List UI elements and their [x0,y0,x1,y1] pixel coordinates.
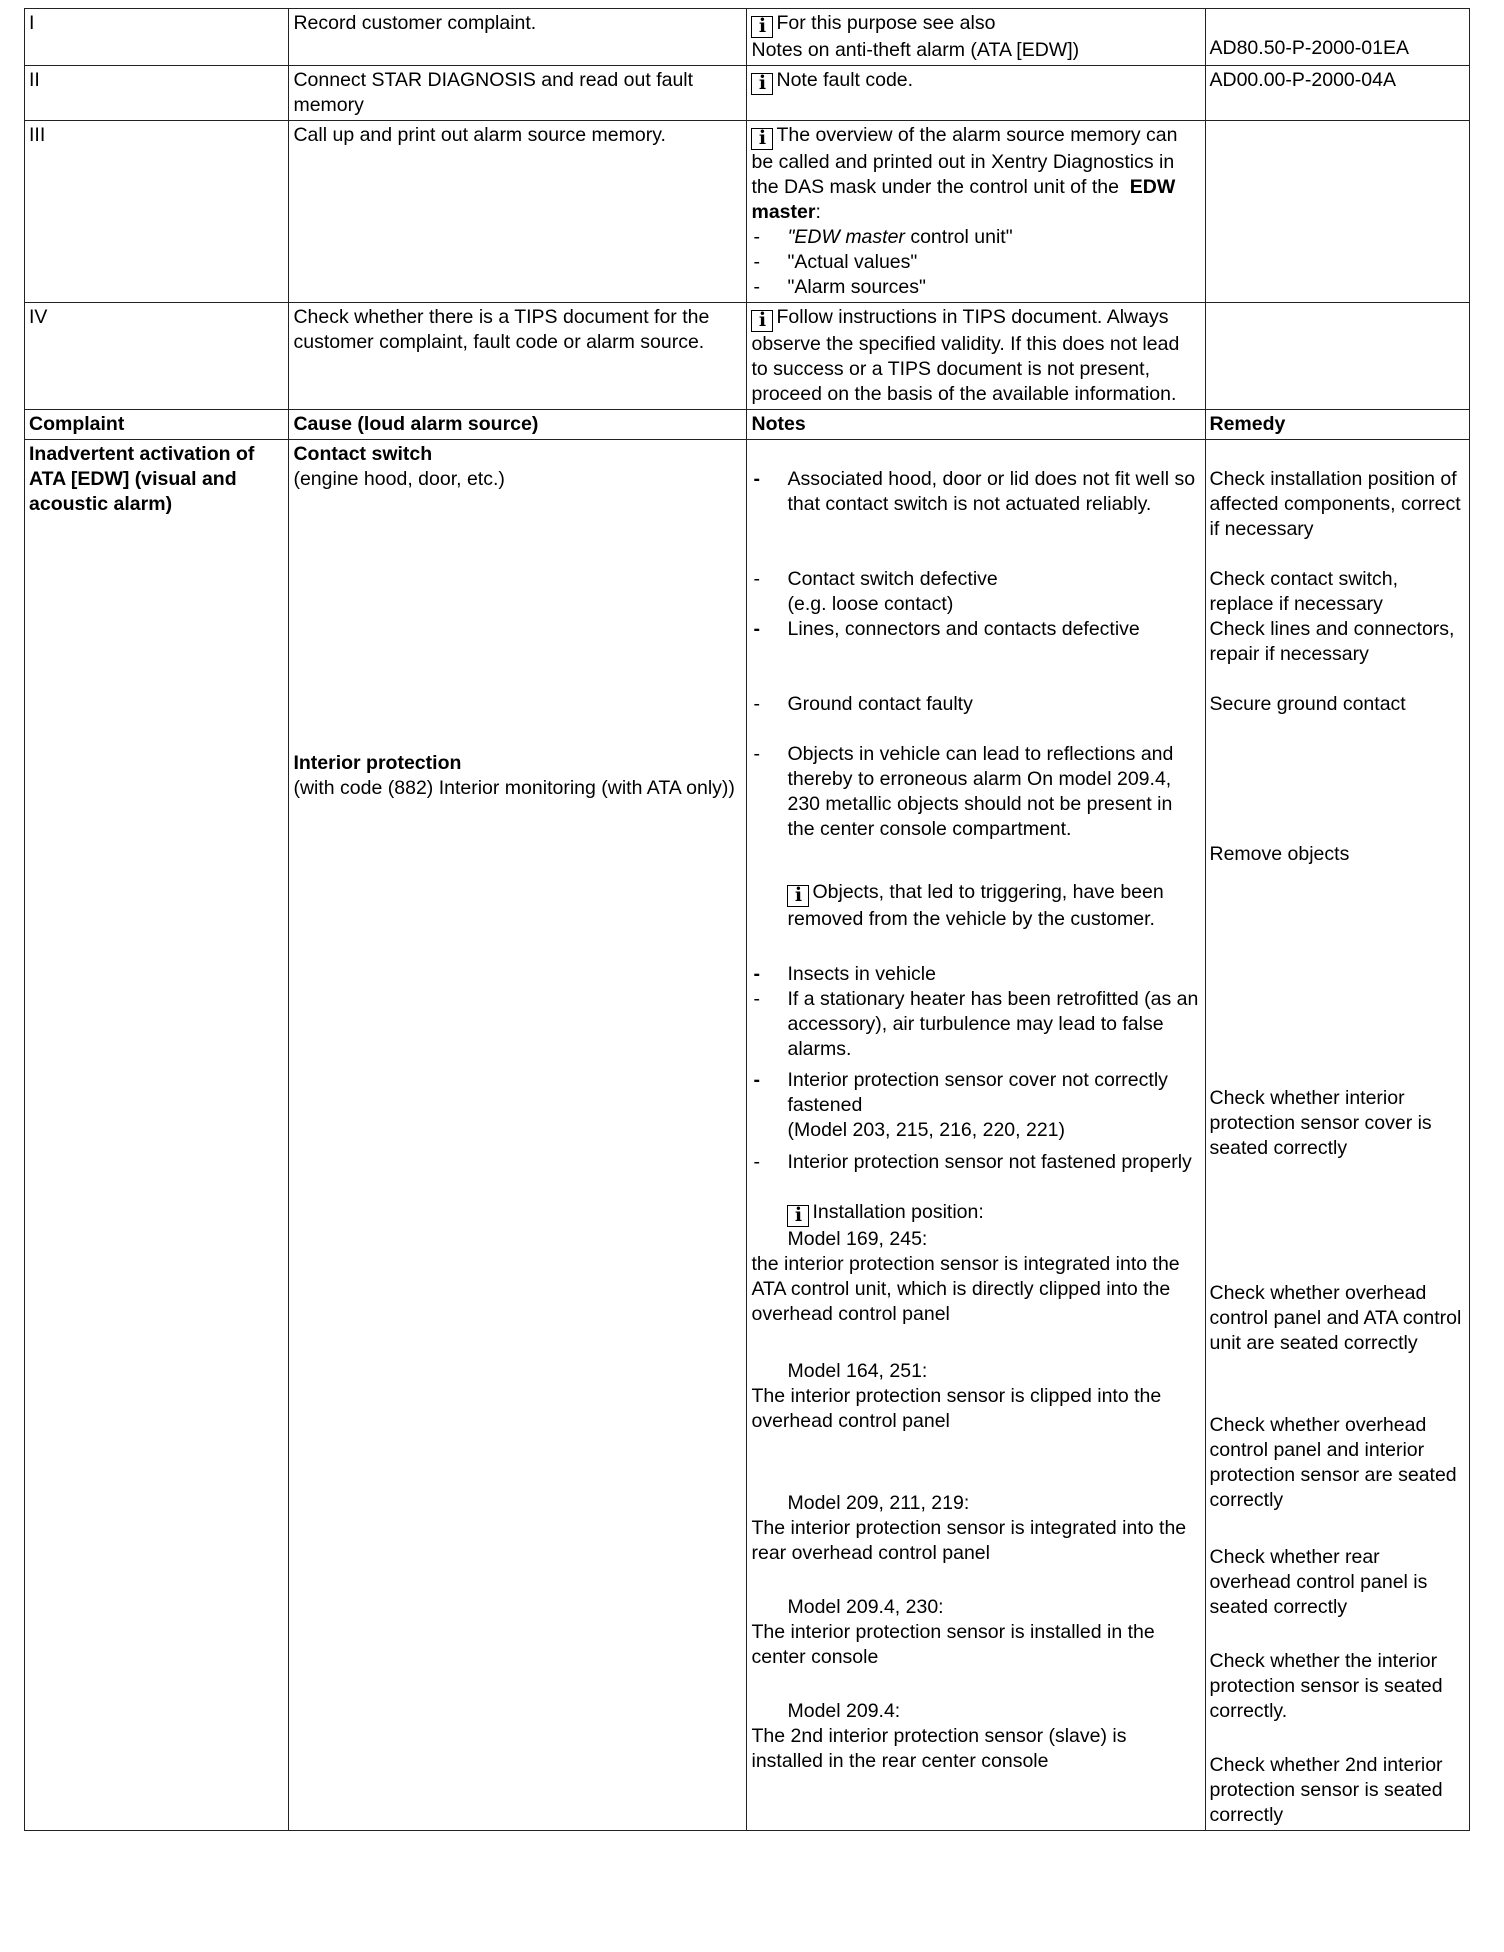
remedy-item: Check lines and connectors, repair if necessary [1209,618,1455,665]
step-row-4 [25,303,1470,410]
note-item: - Associated hood, door or lid does not fit well so that contact switch is not actuated reliably. [753,468,1196,515]
model-heading: Model 209.4: [787,1700,901,1722]
model-heading: Model 209.4, 230: [787,1596,944,1618]
note-item: - Interior protection sensor cover not correctly fastened (Model 203, 215, 216, 220, 221) [753,1069,1168,1141]
list-item: - "Actual values" [753,251,918,273]
step-row-1 [25,9,1470,66]
cause-title: Interior protection [293,752,462,774]
info-icon: i [751,73,773,95]
model-text: The 2nd interior protection sensor (slave) is installed in the rear center console [751,1725,1127,1772]
step-note: i For this purpose see also Notes on anti-theft alarm (ATA [EDW]) [747,9,1205,66]
note-info: i Installation position: [751,1200,1200,1227]
header-cause: Cause (loud alarm source) [289,410,747,440]
step-reference [1205,121,1470,303]
note-item: - Interior protection sensor not fastened properly [753,1151,1192,1173]
model-heading: Model 164, 251: [787,1360,928,1382]
step-number: III [25,121,289,303]
info-icon: i [787,885,809,907]
remedy-item: Check whether overhead control panel and ATA control unit are seated correctly [1209,1282,1462,1354]
step-number: I [25,9,289,66]
step-action: Call up and print out alarm source memory. [289,121,747,303]
note-link-text: Notes on anti-theft alarm (ATA [EDW]) [751,39,1080,61]
remedy-item: Check whether overhead control panel and interior protection sensor are seated correctly [1209,1414,1457,1511]
complaint-row [25,440,1470,1831]
model-text: The interior protection sensor is integrated into the rear overhead control panel [751,1517,1187,1564]
complaint-text: Inadvertent activation of ATA [EDW] (visual and acoustic alarm) [25,440,289,1831]
model-text: the interior protection sensor is integrated into the ATA control unit, which is directly clipped into the overhead control panel [751,1253,1180,1325]
cause-cell [289,440,747,1831]
remedy-item: Check whether interior protection sensor cover is seated correctly [1209,1087,1432,1159]
info-icon: i [751,16,773,38]
note-item: - Insects in vehicle [753,963,936,985]
cause-title: Contact switch [293,443,433,465]
step-reference [1205,303,1470,410]
step-action: Record customer complaint. [289,9,747,66]
note-info: i Objects, that led to triggering, have been removed from the vehicle by the customer. [787,881,1164,930]
model-heading: Model 169, 245: [787,1228,928,1250]
cause-subtitle: (with code (882) Interior monitoring (with ATA only)) [293,777,735,799]
header-notes: Notes [747,410,1205,440]
note-item: - Objects in vehicle can lead to reflections and thereby to erroneous alarm On model 209.4, 230 metallic objects should not be present in the center console compartment. [753,743,1174,840]
header-remedy: Remedy [1205,410,1470,440]
note-item: - Ground contact faulty [753,693,973,715]
step-note: i Follow instructions in TIPS document. Always observe the specified validity. If this does not lead to success or a TIPS document is not present, proceed on the basis of the available information. [747,303,1205,410]
notes-cell [747,440,1205,1831]
list-item: - "Alarm sources" [753,276,926,298]
header-complaint: Complaint [25,410,289,440]
step-row-3 [25,121,1470,303]
step-action: Check whether there is a TIPS document for the customer complaint, fault code or alarm source. [289,303,747,410]
remedy-cell [1205,440,1470,1831]
info-icon: i [751,128,773,150]
step-action: Connect STAR DIAGNOSIS and read out fault memory [289,66,747,121]
table-header-row [25,410,1470,440]
remedy-item: Remove objects [1209,843,1350,865]
diagnosis-table [24,8,1470,1831]
step-reference: AD80.50-P-2000-01EA [1205,9,1470,66]
info-icon: i [787,1205,809,1227]
remedy-item: Secure ground contact [1209,693,1406,715]
step-number: IV [25,303,289,410]
note-item: - Lines, connectors and contacts defective [753,618,1140,640]
note-item: - If a stationary heater has been retrofitted (as an accessory), air turbulence may lead to false alarms. [753,988,1199,1060]
remedy-item: Check whether 2nd interior protection sensor is seated correctly [1209,1754,1443,1826]
model-heading: Model 209, 211, 219: [787,1492,970,1514]
cause-subtitle: (engine hood, door, etc.) [293,468,505,490]
model-text: The interior protection sensor is clipped into the overhead control panel [751,1385,1162,1432]
remedy-item: Check whether the interior protection sensor is seated correctly. [1209,1650,1443,1722]
step-note: i Note fault code. [747,66,1205,121]
step-row-2 [25,66,1470,121]
info-icon: i [751,310,773,332]
step-note: i The overview of the alarm source memory can be called and printed out in Xentry Diagnostics in the DAS mask under the control unit of the EDW master: - "EDW master control unit" - "Actual values" - "Alarm sources" [747,121,1205,303]
note-item: - Contact switch defective (e.g. loose contact) [753,568,998,615]
step-reference: AD00.00-P-2000-04A [1205,66,1470,121]
model-text: The interior protection sensor is installed in the center console [751,1621,1155,1668]
step-number: II [25,66,289,121]
list-item: - "EDW master control unit" [753,226,1013,248]
remedy-item: Check whether rear overhead control panel is seated correctly [1209,1546,1428,1618]
remedy-item: Check contact switch, replace if necessary [1209,568,1399,615]
remedy-item: Check installation position of affected components, correct if necessary [1209,468,1461,540]
